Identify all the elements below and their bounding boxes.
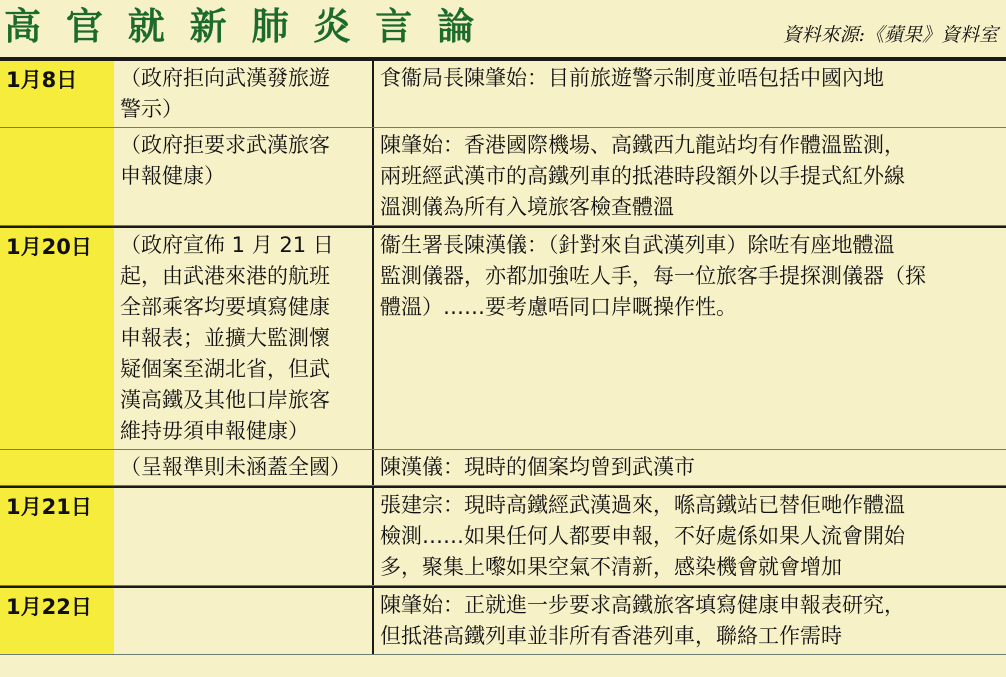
timeline-table (0, 57, 1006, 655)
date-cell (0, 450, 114, 485)
table-row (0, 586, 1006, 655)
table-row (0, 128, 1006, 226)
header (0, 0, 1006, 52)
date-cell: 1月22日 (0, 588, 114, 654)
official-statement-cell: 食衞局長陳肇始：目前旅遊警示制度並唔包括中國內地 (380, 66, 884, 90)
government-action-cell: （呈報準則未涵蓋全國） (114, 450, 374, 485)
official-statement-cell: 衞生署長陳漢儀：（針對來自武漢列車）除咗有座地體溫 監測儀器，亦都加強咗人手，每一位旅客手提探測儀器（探 體溫）……要考慮唔同口岸嘅操作性。 (380, 233, 926, 319)
table-row (0, 226, 1006, 450)
date-cell: 1月8日 (0, 61, 114, 127)
government-action-cell: （政府拒向武漢發旅遊 警示） (114, 61, 374, 127)
source-credit: 資料來源:《蘋果》資料室 (782, 24, 998, 46)
government-action-cell (114, 588, 374, 654)
official-statement-cell: 陳肇始：香港國際機場、高鐵西九龍站均有作體溫監測， 兩班經武漢市的高鐵列車的抵港時段額外以手提式紅外線 溫測儀為所有入境旅客檢查體溫 (380, 133, 905, 219)
official-statement-cell: 陳肇始：正就進一步要求高鐵旅客填寫健康申報表研究， 但抵港高鐵列車並非所有香港列車，聯絡工作需時 (380, 593, 905, 648)
official-statement-cell: 張建宗：現時高鐵經武漢過來，喺高鐵站已替佢哋作體溫 檢測……如果任何人都要申報，不好處係如果人流會開始 多，聚集上嚟如果空氣不清新，感染機會就會增加 (380, 493, 905, 579)
government-action-cell: （政府宣佈 1 月 21 日 起，由武港來港的航班 全部乘客均要填寫健康 申報表；並擴大監測懷 疑個案至湖北省，但武 漢高鐵及其他口岸旅客 維持毋須申報健康） (114, 228, 374, 449)
date-cell: 1月21日 (0, 488, 114, 585)
official-statement-cell: 陳漢儀：現時的個案均曾到武漢市 (380, 455, 695, 479)
government-action-cell (114, 488, 374, 585)
table-row (0, 59, 1006, 128)
table-row (0, 450, 1006, 486)
government-action-cell: （政府拒要求武漢旅客 申報健康） (114, 128, 374, 225)
date-cell: 1月20日 (0, 228, 114, 449)
date-cell (0, 128, 114, 225)
table-row (0, 486, 1006, 586)
page-title: 高 官 就 新 肺 炎 言 論 (4, 4, 481, 48)
